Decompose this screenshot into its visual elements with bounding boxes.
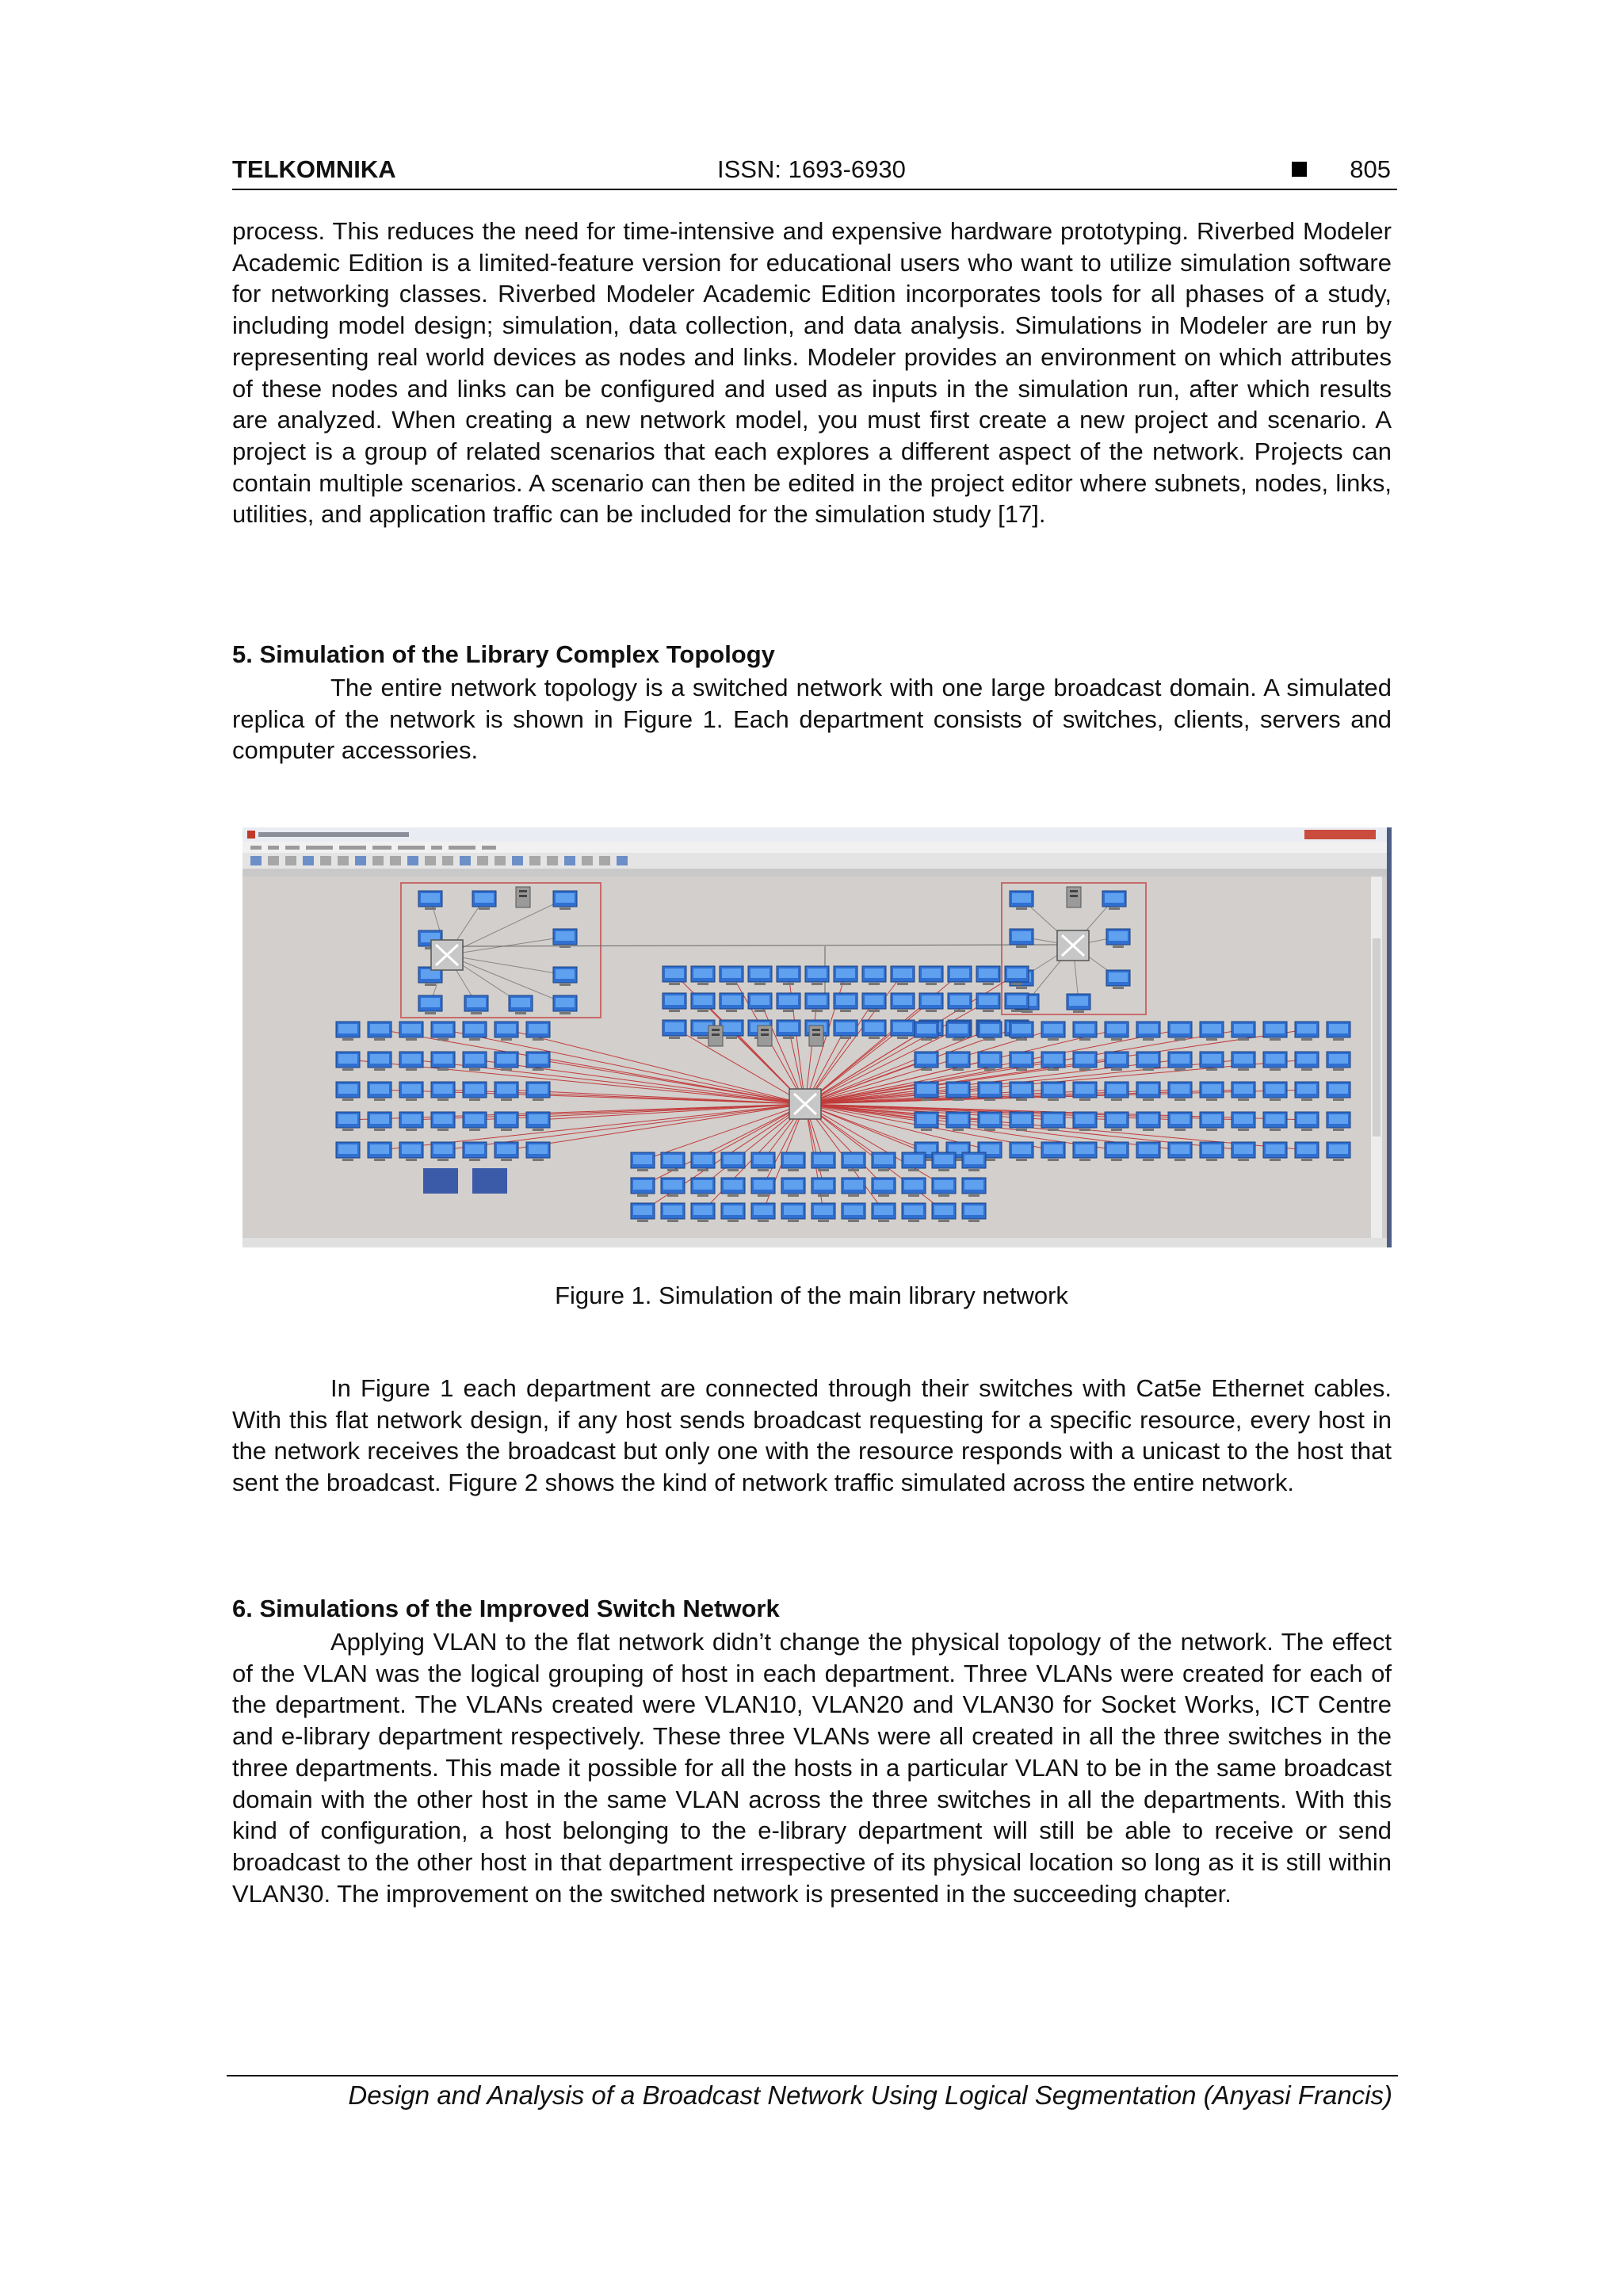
header-rule <box>232 189 1397 190</box>
pc-node-icon <box>463 1082 487 1101</box>
pc-node-icon <box>431 1022 455 1041</box>
pc-node-icon <box>805 966 829 985</box>
pc-node-icon <box>862 993 886 1012</box>
pc-node-icon <box>1232 1142 1255 1161</box>
pc-node-icon <box>1168 1142 1192 1161</box>
pc-node-icon <box>946 1082 970 1101</box>
toolbar-icon <box>320 856 331 865</box>
pc-node-icon <box>431 1142 455 1161</box>
toolbar-icon <box>338 856 349 865</box>
switch-node-icon <box>431 940 463 970</box>
pc-node-icon <box>1263 1082 1287 1101</box>
footer-running-title: Design and Analysis of a Broadcast Network Using Logical Segmentation (Anyasi Francis) <box>348 2080 1392 2110</box>
pc-node-icon <box>1136 1052 1160 1071</box>
pc-node-icon <box>720 993 743 1012</box>
pc-node-icon <box>368 1022 391 1041</box>
pc-node-icon <box>902 1178 926 1197</box>
server-node-icon <box>809 1026 823 1046</box>
pc-node-icon <box>495 1022 518 1041</box>
pc-node-icon <box>748 993 772 1012</box>
pc-node-icon <box>553 929 577 948</box>
pc-node-icon <box>781 1178 805 1197</box>
figure-1-caption: Figure 1. Simulation of the main library network <box>555 1282 1068 1309</box>
switch-node-icon <box>789 1089 821 1119</box>
pc-node-icon <box>721 1203 745 1222</box>
pc-node-icon <box>368 1112 391 1131</box>
section-5-title: 5. Simulation of the Library Complex Topology <box>232 640 775 668</box>
pc-node-icon <box>891 966 915 985</box>
pc-node-icon <box>691 993 715 1012</box>
pc-node-icon <box>418 891 442 910</box>
pc-node-icon <box>472 891 496 910</box>
pc-node-icon <box>978 1052 1002 1071</box>
pc-node-icon <box>1010 1142 1033 1161</box>
toolbar-icon <box>529 856 540 865</box>
pc-node-icon <box>1073 1022 1097 1041</box>
pc-node-icon <box>751 1152 775 1171</box>
pc-node-icon <box>721 1152 745 1171</box>
pc-node-icon <box>631 1178 655 1197</box>
server-node-icon <box>1067 887 1081 907</box>
menu-items <box>250 846 496 850</box>
pc-node-icon <box>842 1203 865 1222</box>
pc-node-icon <box>777 993 800 1012</box>
window-controls <box>1304 830 1376 839</box>
pc-node-icon <box>336 1082 360 1101</box>
pc-node-icon <box>1005 993 1029 1012</box>
pc-node-icon <box>781 1152 805 1171</box>
toolbar-icon <box>390 856 401 865</box>
pc-node-icon <box>1010 1022 1033 1041</box>
pc-node-icon <box>691 1203 715 1222</box>
pc-node-icon <box>1073 1052 1097 1071</box>
switch-node-icon <box>1057 930 1089 961</box>
toolbar-icon <box>355 856 366 865</box>
pc-node-icon <box>891 1020 915 1039</box>
scrollbar-thumb <box>1373 938 1381 1137</box>
pc-node-icon <box>1295 1022 1319 1041</box>
toolbar-icon <box>460 856 471 865</box>
pc-node-icon <box>399 1082 423 1101</box>
pc-node-icon <box>1200 1082 1224 1101</box>
pc-node-icon <box>805 993 829 1012</box>
pc-node-icon <box>1105 1112 1128 1131</box>
pc-node-icon <box>553 995 577 1014</box>
pc-node-icon <box>1067 994 1090 1013</box>
pc-node-icon <box>872 1152 896 1171</box>
pc-node-icon <box>1041 1082 1065 1101</box>
pc-node-icon <box>495 1112 518 1131</box>
pc-node-icon <box>399 1052 423 1071</box>
pc-node-icon <box>946 1052 970 1071</box>
toolbar-icon <box>582 856 593 865</box>
pc-node-icon <box>1136 1142 1160 1161</box>
pc-node-icon <box>932 1152 956 1171</box>
pc-node-icon <box>1232 1022 1255 1041</box>
pc-node-icon <box>336 1142 360 1161</box>
pc-node-icon <box>1232 1052 1255 1071</box>
pc-node-icon <box>1010 1112 1033 1131</box>
journal-name: TELKOMNIKA <box>232 155 396 183</box>
pc-node-icon <box>962 1152 986 1171</box>
pc-node-icon <box>1106 929 1130 948</box>
pc-node-icon <box>1327 1052 1350 1071</box>
pc-node-icon <box>1200 1112 1224 1131</box>
toolbar-icon <box>564 856 575 865</box>
pc-node-icon <box>1073 1112 1097 1131</box>
pc-node-icon <box>915 1082 938 1101</box>
pc-node-icon <box>661 1203 685 1222</box>
section-6-title: 6. Simulations of the Improved Switch Network <box>232 1595 780 1622</box>
pc-node-icon <box>553 891 577 910</box>
footer-rule <box>227 2075 1398 2076</box>
pc-node-icon <box>1295 1142 1319 1161</box>
pc-node-icon <box>495 1052 518 1071</box>
pc-node-icon <box>1010 891 1033 910</box>
pc-node-icon <box>663 966 686 985</box>
pc-node-icon <box>751 1203 775 1222</box>
pc-node-icon <box>463 1022 487 1041</box>
pc-node-icon <box>948 993 972 1012</box>
pc-node-icon <box>1327 1022 1350 1041</box>
pc-node-icon <box>463 1052 487 1071</box>
pc-node-icon <box>1200 1142 1224 1161</box>
pc-node-icon <box>495 1142 518 1161</box>
pc-node-icon <box>336 1052 360 1071</box>
pc-node-icon <box>1105 1052 1128 1071</box>
toolbar-icon <box>303 856 314 865</box>
toolbar-icon <box>495 856 506 865</box>
pc-node-icon <box>526 1112 550 1131</box>
pc-node-icon <box>1073 1082 1097 1101</box>
pc-node-icon <box>721 1178 745 1197</box>
pc-node-icon <box>1010 929 1033 948</box>
pc-node-icon <box>1105 1082 1128 1101</box>
paragraph-topology: The entire network topology is a switched network with one large broadcast domain. A simulated replica of the network is shown in Figure 1. Each department consists of switches, clients, servers and computer accessories. <box>232 674 1392 765</box>
status-bar <box>242 1238 1387 1247</box>
pc-node-icon <box>691 966 715 985</box>
square-bullet-icon <box>1292 162 1307 177</box>
toolbar-icon <box>617 856 628 865</box>
pc-node-icon <box>368 1052 391 1071</box>
figure-1-network-simulation <box>242 827 1392 1247</box>
pc-node-icon <box>691 1178 715 1197</box>
pc-node-icon <box>812 1203 835 1222</box>
pc-node-icon <box>431 1112 455 1131</box>
toolbar-icon <box>477 856 488 865</box>
pc-node-icon <box>399 1022 423 1041</box>
pc-node-icon <box>553 967 577 986</box>
pc-node-icon <box>1136 1082 1160 1101</box>
pc-node-icon <box>978 1112 1002 1131</box>
pc-node-icon <box>431 1082 455 1101</box>
pc-node-icon <box>336 1112 360 1131</box>
pc-node-icon <box>431 1052 455 1071</box>
pc-node-icon <box>1041 1142 1065 1161</box>
pc-node-icon <box>526 1022 550 1041</box>
pc-node-icon <box>812 1178 835 1197</box>
pc-node-icon <box>902 1203 926 1222</box>
pc-node-icon <box>1232 1082 1255 1101</box>
pc-node-icon <box>919 993 943 1012</box>
pc-node-icon <box>862 966 886 985</box>
pc-node-icon <box>1200 1052 1224 1071</box>
toolbar-icon <box>285 856 296 865</box>
pc-node-icon <box>872 1203 896 1222</box>
paragraph-flat-design: In Figure 1 each department are connected through their switches with Cat5e Ethernet cables. With this flat network design, if any host sends broadcast requesting for a specific resource, every host in the network receives the broadcast but only one with the resource responds with a unicast to the host that sent the broadcast. Figure 2 shows the kind of network traffic simulated across the entire network. <box>232 1374 1392 1497</box>
pc-node-icon <box>495 1082 518 1101</box>
toolbar-icon <box>425 856 436 865</box>
pc-node-icon <box>631 1203 655 1222</box>
pc-node-icon <box>946 1022 970 1041</box>
toolbar-icon <box>547 856 558 865</box>
config-object-2 <box>472 1168 507 1194</box>
pc-node-icon <box>777 966 800 985</box>
pc-node-icon <box>1168 1082 1192 1101</box>
toolbar-icon <box>372 856 384 865</box>
pc-node-icon <box>1005 966 1029 985</box>
pc-node-icon <box>1263 1052 1287 1071</box>
pc-node-icon <box>463 1112 487 1131</box>
pc-node-icon <box>661 1152 685 1171</box>
pc-node-icon <box>1295 1112 1319 1131</box>
config-object-1 <box>423 1168 458 1194</box>
pc-node-icon <box>834 966 857 985</box>
pc-node-icon <box>902 1152 926 1171</box>
pc-node-icon <box>663 1020 686 1039</box>
pc-node-icon <box>1041 1022 1065 1041</box>
pc-node-icon <box>1295 1052 1319 1071</box>
page-number: 805 <box>1350 155 1391 183</box>
pc-node-icon <box>509 995 533 1014</box>
pc-node-icon <box>463 1142 487 1161</box>
pc-node-icon <box>962 1178 986 1197</box>
pc-node-icon <box>399 1142 423 1161</box>
pc-node-icon <box>368 1142 391 1161</box>
toolbar-icon <box>407 856 418 865</box>
pc-node-icon <box>663 993 686 1012</box>
pc-node-icon <box>1168 1112 1192 1131</box>
pc-node-icon <box>336 1022 360 1041</box>
toolbar-icon <box>268 856 279 865</box>
pc-node-icon <box>932 1203 956 1222</box>
window-title-bar <box>242 827 1387 842</box>
server-node-icon <box>708 1026 723 1046</box>
network-diagram <box>242 827 1387 1247</box>
pc-node-icon <box>1041 1112 1065 1131</box>
pc-node-icon <box>1102 891 1126 910</box>
window-title-text <box>258 832 409 837</box>
pc-node-icon <box>1136 1112 1160 1131</box>
pc-node-icon <box>915 1022 938 1041</box>
pc-node-icon <box>1073 1142 1097 1161</box>
pc-node-icon <box>1010 1082 1033 1101</box>
pc-node-icon <box>842 1178 865 1197</box>
pc-node-icon <box>748 966 772 985</box>
running-header <box>232 155 1397 192</box>
pc-node-icon <box>834 1020 857 1039</box>
server-node-icon <box>516 887 530 907</box>
pc-node-icon <box>978 1022 1002 1041</box>
pc-node-icon <box>1106 970 1130 989</box>
pc-node-icon <box>691 1152 715 1171</box>
pc-node-icon <box>1263 1112 1287 1131</box>
paragraph-vlan: Applying VLAN to the flat network didn’t change the physical topology of the network. The effect of the VLAN was the logical grouping of host in each department. Three VLANs were created for each of the department. The VLANs created were VLAN10, VLAN20 and VLAN30 for Socket Works, ICT Centre and e-library department respectively. These three VLANs were all created in all the three switches in the three departments. This made it possible for all the hosts in a particular VLAN to be in the same broadcast domain with the other host in the same VLAN across the three switches in all the departments. With this kind of configuration, a host belonging to the e-library department will still be able to receive or send broadcast to the other host in that department irrespective of its physical location so long as it is still within VLAN30. The improvement on the switched network is presented in the succeeding chapter. <box>232 1628 1392 1908</box>
issn: ISSN: 1693-6930 <box>717 155 906 183</box>
pc-node-icon <box>862 1020 886 1039</box>
pc-node-icon <box>399 1112 423 1131</box>
pc-node-icon <box>978 1082 1002 1101</box>
app-icon <box>247 831 255 839</box>
pc-node-icon <box>919 966 943 985</box>
toolbar-icon <box>442 856 453 865</box>
pc-node-icon <box>661 1178 685 1197</box>
pc-node-icon <box>526 1142 550 1161</box>
ruler <box>242 869 1387 877</box>
pc-node-icon <box>1263 1022 1287 1041</box>
pc-node-icon <box>834 993 857 1012</box>
pc-node-icon <box>1263 1142 1287 1161</box>
pc-node-icon <box>1327 1082 1350 1101</box>
pc-node-icon <box>948 966 972 985</box>
pc-node-icon <box>1010 1052 1033 1071</box>
pc-node-icon <box>464 995 488 1014</box>
pc-node-icon <box>418 995 442 1014</box>
pc-node-icon <box>976 966 1000 985</box>
pc-node-icon <box>891 993 915 1012</box>
pc-node-icon <box>526 1052 550 1071</box>
pc-node-icon <box>1168 1052 1192 1071</box>
pc-node-icon <box>915 1052 938 1071</box>
pc-node-icon <box>812 1152 835 1171</box>
toolbar-icon <box>250 856 262 865</box>
pc-node-icon <box>368 1082 391 1101</box>
pc-node-icon <box>1041 1052 1065 1071</box>
pc-node-icon <box>1105 1022 1128 1041</box>
pc-node-icon <box>1168 1022 1192 1041</box>
pc-node-icon <box>946 1112 970 1131</box>
pc-node-icon <box>751 1178 775 1197</box>
pc-node-icon <box>1232 1112 1255 1131</box>
pc-node-icon <box>915 1112 938 1131</box>
pc-node-icon <box>1327 1142 1350 1161</box>
paragraph-modeler-intro: process. This reduces the need for time-intensive and expensive hardware prototyping. Riverbed Modeler Academic Edition is a limited-feature version for educational users who want to utilize simulation software for networking classes. Riverbed Modeler Academic Edition incorporates tools for all phases of a study, including model design; simulation, data collection, and data analysis. Simulations in Modeler are run by representing real world devices as nodes and links. Modeler provides an environment on which attributes of these nodes and links can be configured and used as inputs in the simulation run, after which results are analyzed. When creating a new network model, you must first create a new project and scenario. A project is a group of related scenarios that each explores a different aspect of the network. Projects can contain multiple scenarios. A scenario can then be edited in the project editor where subnets, nodes, links, utilities, and application traffic can be included for the simulation study [17]. <box>232 217 1392 529</box>
server-node-icon <box>758 1026 772 1046</box>
toolbar-icon <box>512 856 523 865</box>
pc-node-icon <box>1295 1082 1319 1101</box>
pc-node-icon <box>976 993 1000 1012</box>
pc-node-icon <box>777 1020 800 1039</box>
pc-node-icon <box>631 1152 655 1171</box>
pc-node-icon <box>962 1203 986 1222</box>
pc-node-icon <box>526 1082 550 1101</box>
pc-node-icon <box>1327 1112 1350 1131</box>
pc-node-icon <box>932 1178 956 1197</box>
pc-node-icon <box>842 1152 865 1171</box>
toolbar-icon <box>599 856 610 865</box>
pc-node-icon <box>872 1178 896 1197</box>
pc-node-icon <box>1136 1022 1160 1041</box>
pc-node-icon <box>781 1203 805 1222</box>
pc-node-icon <box>1200 1022 1224 1041</box>
pc-node-icon <box>720 966 743 985</box>
pc-node-icon <box>1105 1142 1128 1161</box>
